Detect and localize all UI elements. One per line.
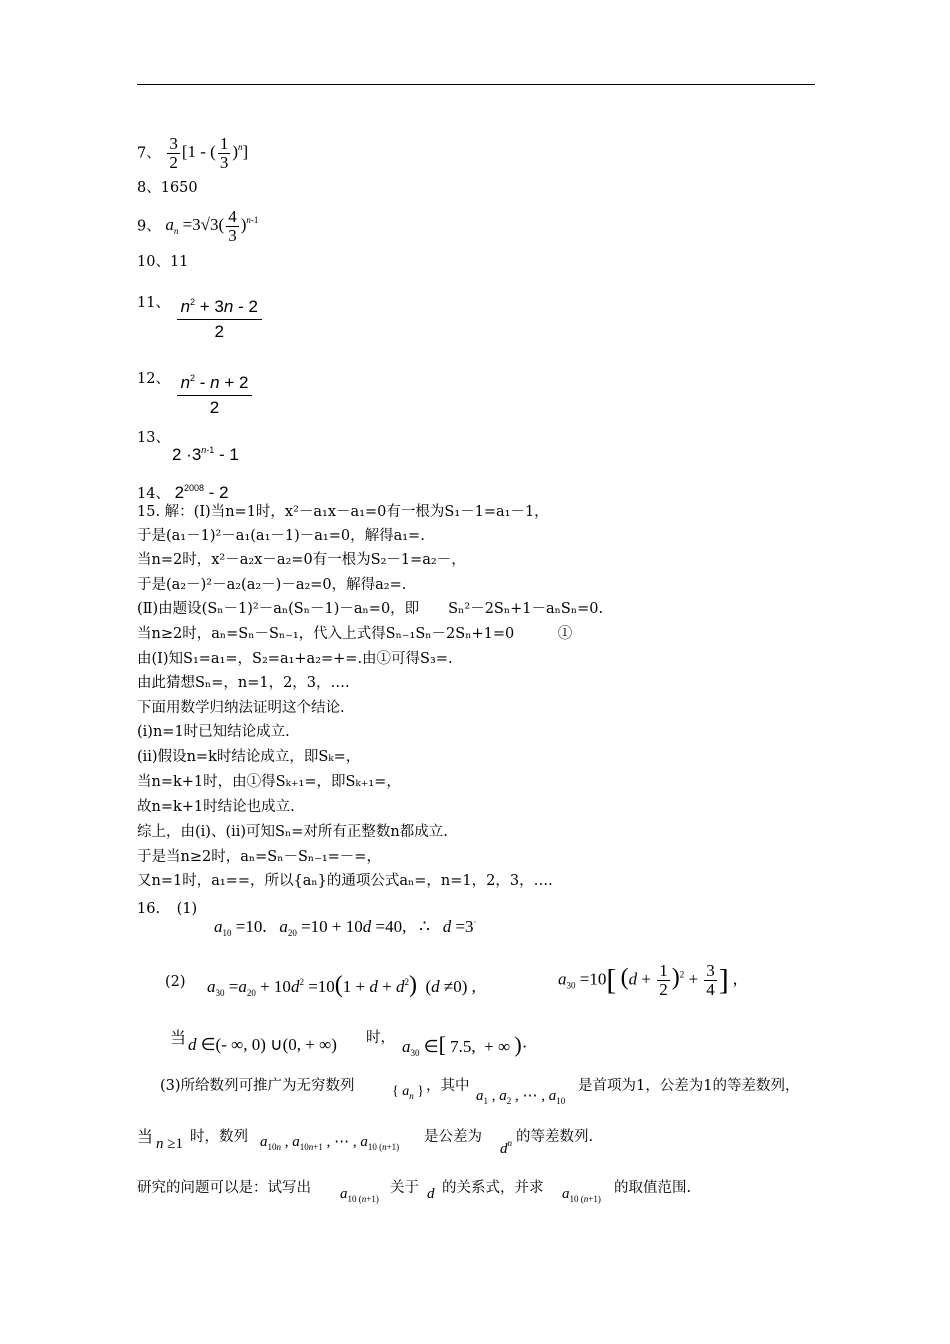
formula-d: d (427, 1186, 435, 1202)
p15-line-6: 当n≥2时，aₙ=Sₙ－Sₙ₋₁，代入上式得Sₙ₋₁Sₙ－2Sₙ+1=0 ① (137, 626, 573, 642)
p16-part2-label: (2) (165, 974, 186, 990)
p16-l3-b: 关于 (390, 1180, 419, 1196)
p15-line-9: 下面用数学归纳法证明这个结论. (137, 700, 345, 716)
p15-line-8: 由此猜想Sₙ=，n=1，2，3，…. (137, 675, 350, 691)
formula-16-2a: $a_{30} =a_{20} + 10d^2 =10(1 + d + d^2)$ (d ≠0) , (207, 972, 476, 998)
formula-a-10n1-b: $a_{10 (n+1)}$ (562, 1186, 601, 1204)
formula-16-1: $a_{10} =10$. $a_{20} =10 + 10d =40$, ∴ d =3· (214, 917, 477, 938)
p15-line-5: (Ⅱ)由题设(Sₙ－1)²－aₙ(Sₙ－1)－aₙ=0，即 Sₙ²－2Sₙ+1－aₙSₙ=0. (137, 601, 604, 617)
formula-16-range: $a_{30}$ ∈[ 7.5, + ∞ )· (402, 1032, 528, 1058)
answer-12 (137, 366, 254, 420)
p15-line-1: 15. 解：(Ⅰ)当n=1时，x²－a₁x－a₁=0有一根为S₁－1=a₁－1， (137, 504, 549, 520)
formula-d-n: $d^n$ (500, 1138, 512, 1157)
p16-l2-a: 当 (137, 1127, 154, 1146)
formula-seq: { $a_n$ } (392, 1084, 424, 1101)
p15-line-7: 由(Ⅰ)知S₁=a₁=，S₂=a₁+a₂=+=.由①可得S₃=. (137, 651, 453, 667)
p15-line-3: 当n=2时，x²－a₂x－a₂=0有一根为S₂－1=a₂－， (137, 552, 466, 568)
formula-13: $2 \cdot 3^{n-1} - 1$ (172, 445, 239, 464)
formula-16-2b: $a_{30} =10$[ (d + $\frac{1}{2}$ )$^2$ + $\frac{3}{4}$ ] , (558, 961, 738, 999)
item-label: 11、 (137, 295, 170, 311)
fraction: $\frac{3}{2}$ (169, 134, 178, 172)
formula-11: $\frac{n^2 + 3n - 2}{2}$ (177, 290, 262, 344)
p16-l3-d: 的取值范围. (614, 1180, 692, 1196)
p16-part3-intro: (3)所给数列可推广为无穷数列 (160, 1078, 355, 1094)
p16-l2-c: 是公差为 (424, 1129, 482, 1145)
p16-l2-b: 时，数列 (190, 1129, 248, 1145)
answer-9 (137, 208, 258, 245)
formula-n-ge-1: n ≥1 (156, 1136, 183, 1152)
formula-first-ten: $a_1$ , $a_2$ , ⋯ , $a_{10}$ (476, 1088, 566, 1106)
p16-when: 当 (170, 1028, 187, 1047)
formula-seq-block: $a_{10n}$ , $a_{10n+1}$ , ⋯ , $a_{10 (n+1)}$ (260, 1134, 400, 1152)
p16-part3-end: 是首项为1，公差为1的等差数列， (578, 1078, 800, 1094)
formula-12: $\frac{n^2 - n + 2}{2}$ (177, 366, 253, 420)
item-label: 9、 (137, 218, 161, 235)
p15-line-14: 综上，由(i)、(ii)可知Sₙ=对所有正整数n都成立. (137, 824, 448, 840)
item-label: 16. (137, 901, 161, 917)
part-label: (1) (176, 901, 198, 917)
answer-14 (137, 478, 229, 504)
formula-9: $a_n =3√3$( $\frac{4}{3}$ )$^{n-1}$ (165, 207, 259, 245)
formula-14: $2^{2008} - 2$ (174, 483, 229, 502)
p16-header (137, 899, 197, 919)
p16-part3-mid: ，其中 (426, 1078, 470, 1094)
p15-line-12: 当n=k+1时，由①得Sₖ₊₁=，即Sₖ₊₁=， (137, 774, 401, 790)
p16-l3-c: 的关系式，并求 (442, 1180, 544, 1196)
p15-line-13: 故n=k+1时结论也成立. (137, 799, 295, 815)
answer-10: 10、11 (137, 254, 189, 270)
p16-when-suffix: 时， (366, 1030, 395, 1046)
answer-11 (137, 290, 264, 344)
answer-13 (137, 428, 170, 448)
formula-7: $\frac{3}{2}$ [1 - ( $\frac{1}{3}$ )$^n$] (169, 134, 249, 172)
p16-l3-a: 研究的问题可以是：试写出 (137, 1180, 311, 1196)
p15-line-10: (i)n=1时已知结论成立. (137, 724, 290, 740)
item-label: 7、 (137, 145, 161, 162)
fraction: $\frac{1}{3}$ (219, 134, 229, 172)
p15-line-11: (ii)假设n=k时结论成立，即Sₖ=， (137, 749, 361, 765)
p15-line-2: 于是(a₁－1)²－a₁(a₁－1)－a₁=0，解得a₁=. (137, 528, 425, 544)
formula-16-domain: d ∈(- ∞, 0) ∪(0, + ∞) (188, 1035, 337, 1054)
p15-line-16: 又n=1时，a₁==，所以{aₙ}的通项公式aₙ=，n=1，2，3，…. (137, 873, 553, 889)
answer-8: 8、1650 (137, 180, 198, 196)
fraction: $\frac{1}{2}$ (659, 961, 668, 999)
item-label: 12、 (137, 371, 170, 387)
p15-line-15: 于是当n≥2时，aₙ=Sₙ－Sₙ₋₁=－=， (137, 849, 381, 865)
item-label: 13、 (137, 430, 170, 446)
formula-a-10n1: $a_{10 (n+1)}$ (340, 1186, 379, 1204)
p16-l2-d: 的等差数列. (516, 1129, 594, 1145)
fraction: $\frac{3}{4}$ (706, 961, 715, 999)
item-label: 14、 (137, 486, 170, 502)
p15-line-4: 于是(a₂－)²－a₂(a₂－)－a₂=0，解得a₂=. (137, 577, 407, 593)
header-rule (137, 84, 815, 85)
answer-7 (137, 135, 248, 172)
fraction: $\frac{4}{3}$ (228, 207, 237, 245)
